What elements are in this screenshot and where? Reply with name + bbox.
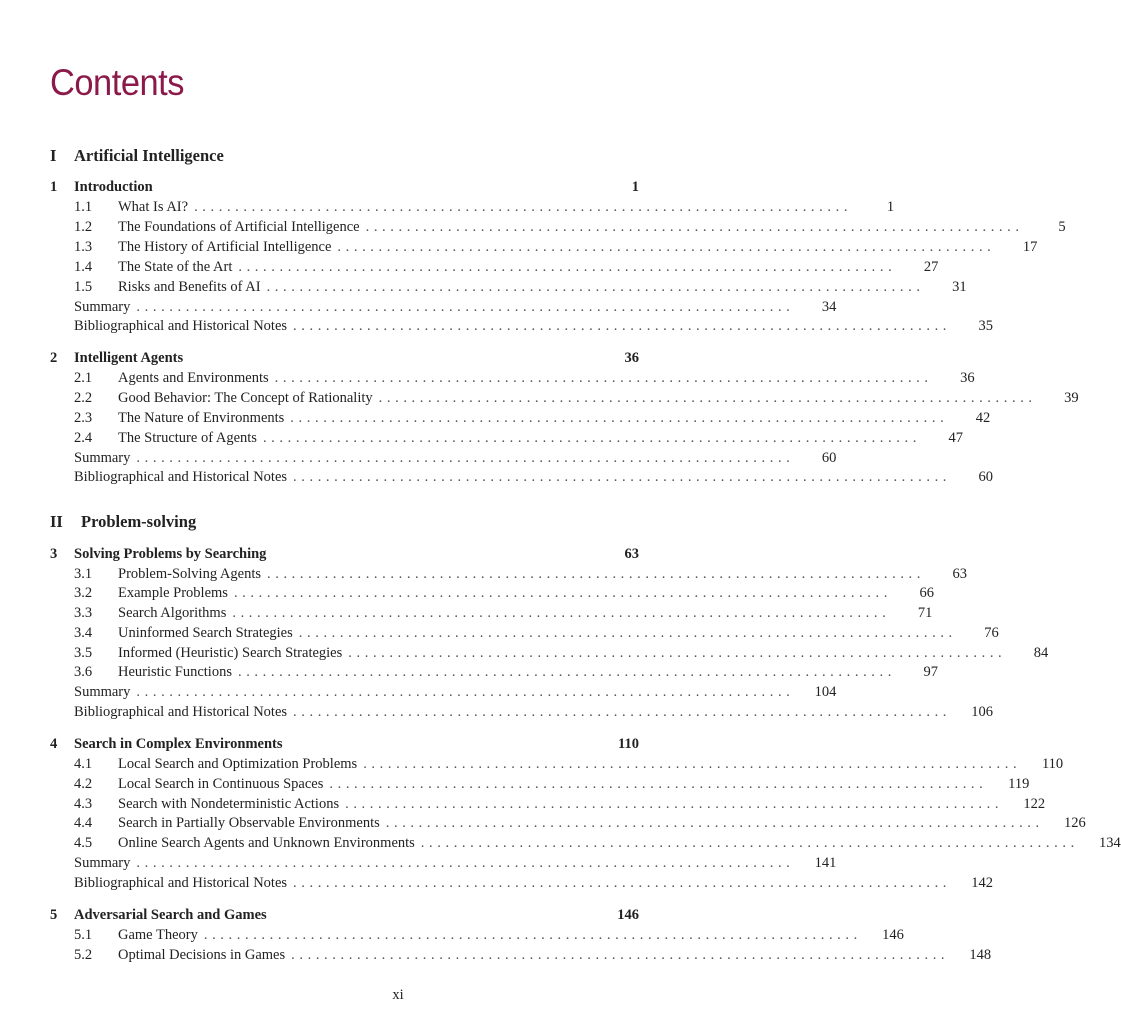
section-number: 1.5 — [74, 279, 93, 295]
section-title: Search Algorithms — [118, 605, 227, 621]
section-title: The Nature of Environments — [118, 410, 285, 426]
section-page: 36 — [960, 370, 975, 386]
section-entry[interactable] — [74, 430, 963, 450]
section-page: 5 — [1058, 219, 1066, 235]
section-page: 134 — [1099, 835, 1121, 851]
section-entry[interactable] — [74, 239, 1038, 259]
section-title: Good Behavior: The Concept of Rationality — [118, 390, 373, 406]
section-title: Uninformed Search Strategies — [118, 625, 293, 641]
notes-entry[interactable] — [74, 469, 994, 489]
section-entry[interactable] — [74, 566, 967, 586]
leader-dots: ................................................................................ — [203, 927, 862, 943]
leader-dots: ................................................................................ — [385, 815, 1044, 831]
leader-dots: ................................................................................ — [136, 684, 795, 700]
section-number: 4.3 — [74, 796, 93, 812]
section-number: 2.4 — [74, 430, 93, 446]
section-page: 84 — [1033, 645, 1049, 661]
section-entry[interactable] — [74, 279, 967, 299]
section-number: 4.1 — [74, 756, 93, 772]
section-title: Bibliographical and Historical Notes — [74, 704, 288, 720]
part-heading — [50, 512, 196, 532]
section-entry[interactable] — [74, 664, 938, 684]
section-title: The Structure of Agents — [118, 430, 257, 446]
leader-dots: ................................................................................ — [293, 318, 952, 334]
section-page: 146 — [882, 927, 904, 943]
part-heading — [50, 146, 224, 166]
section-entry[interactable] — [74, 410, 991, 430]
chapter-number: 2 — [50, 350, 58, 366]
section-number: 2.3 — [74, 410, 93, 426]
section-title: Optimal Decisions in Games — [118, 947, 286, 963]
section-title: The History of Artificial Intelligence — [118, 239, 332, 255]
section-page: 106 — [971, 704, 994, 720]
leader-dots: ................................................................................ — [291, 947, 950, 963]
leader-dots: ................................................................................ — [365, 219, 1024, 235]
section-page: 66 — [919, 585, 934, 601]
leader-dots: ................................................................................ — [293, 875, 952, 891]
section-page: 126 — [1064, 815, 1086, 831]
section-page: 17 — [1022, 239, 1038, 255]
summary-entry[interactable] — [74, 855, 837, 875]
chapter-title: Search in Complex Environments — [74, 736, 283, 752]
section-page: 71 — [917, 605, 933, 621]
chapter-number: 3 — [50, 546, 58, 562]
section-entry[interactable] — [74, 927, 904, 947]
section-title: Bibliographical and Historical Notes — [74, 469, 288, 485]
chapter-page: 1 — [631, 179, 639, 195]
leader-dots: ................................................................................ — [290, 410, 949, 426]
leader-dots: ................................................................................ — [136, 450, 795, 466]
section-number: 4.5 — [74, 835, 93, 851]
chapter-page: 63 — [624, 546, 639, 562]
section-title: The State of the Art — [118, 259, 233, 275]
section-page: 76 — [984, 625, 999, 641]
summary-entry[interactable] — [74, 450, 837, 470]
part-number: II — [50, 512, 63, 531]
section-number: 2.1 — [74, 370, 93, 386]
leader-dots: ................................................................................ — [262, 430, 921, 446]
part-title: Problem-solving — [81, 512, 197, 531]
section-title: What Is AI? — [118, 199, 189, 215]
chapter-entry[interactable] — [50, 350, 639, 370]
section-number: 4.2 — [74, 776, 93, 792]
chapter-page: 36 — [624, 350, 639, 366]
leader-dots: ................................................................................ — [232, 605, 891, 621]
chapter-title: Intelligent Agents — [74, 350, 184, 366]
section-entry[interactable] — [74, 756, 1064, 776]
leader-dots: ................................................................................ — [238, 259, 897, 275]
section-page: 42 — [975, 410, 991, 426]
section-entry[interactable] — [74, 605, 933, 625]
leader-dots: ................................................................................ — [194, 199, 853, 215]
chapter-number: 1 — [50, 179, 58, 195]
leader-dots: ................................................................................ — [233, 585, 892, 601]
leader-dots: ................................................................................ — [266, 279, 925, 295]
section-number: 5.1 — [74, 927, 93, 943]
notes-entry[interactable] — [74, 318, 994, 338]
section-page: 31 — [952, 279, 967, 295]
section-title: Summary — [74, 684, 131, 700]
section-page: 142 — [971, 875, 994, 891]
section-page: 97 — [923, 664, 938, 680]
chapter-title: Solving Problems by Searching — [74, 546, 267, 562]
leader-dots: ................................................................................ — [298, 625, 957, 641]
section-number: 1.3 — [74, 239, 93, 255]
section-number: 3.1 — [74, 566, 93, 582]
section-number: 2.2 — [74, 390, 93, 406]
section-title: Summary — [74, 855, 131, 871]
section-entry[interactable] — [74, 585, 934, 605]
summary-entry[interactable] — [74, 299, 837, 319]
section-entry[interactable] — [74, 199, 895, 219]
section-page: 35 — [978, 318, 994, 334]
page-title: Contents — [50, 62, 185, 103]
section-number: 3.6 — [74, 664, 93, 680]
section-entry[interactable] — [74, 815, 1086, 835]
page-number: xi — [392, 987, 404, 1003]
chapter-number: 4 — [50, 736, 58, 752]
section-title: Agents and Environments — [118, 370, 269, 386]
section-title: The Foundations of Artificial Intelligence — [118, 219, 360, 235]
section-title: Game Theory — [118, 927, 198, 943]
section-page: 104 — [814, 684, 837, 700]
section-title: Problem-Solving Agents — [118, 566, 261, 582]
section-page: 1 — [886, 199, 895, 215]
section-title: Heuristic Functions — [118, 664, 232, 680]
section-title: Summary — [74, 299, 131, 315]
leader-dots: ................................................................................ — [345, 796, 1004, 812]
section-title: Summary — [74, 450, 131, 466]
chapter-page: 146 — [617, 907, 639, 923]
leader-dots: ................................................................................ — [293, 469, 952, 485]
chapter-page: 110 — [618, 736, 639, 752]
section-page: 47 — [948, 430, 963, 446]
section-page: 141 — [814, 855, 837, 871]
leader-dots: ................................................................................ — [136, 855, 795, 871]
section-page: 63 — [952, 566, 967, 582]
section-entry[interactable] — [74, 625, 999, 645]
section-page: 27 — [923, 259, 939, 275]
leader-dots: ................................................................................ — [420, 835, 1079, 851]
leader-dots: ................................................................................ — [136, 299, 795, 315]
section-number: 1.4 — [74, 259, 93, 275]
section-number: 1.2 — [74, 219, 93, 235]
section-title: Example Problems — [118, 585, 228, 601]
chapter-entry[interactable] — [50, 179, 639, 199]
section-title: Risks and Benefits of AI — [118, 279, 261, 295]
section-entry[interactable] — [74, 370, 975, 390]
section-page: 60 — [821, 450, 837, 466]
section-page: 122 — [1023, 796, 1046, 812]
section-entry[interactable] — [74, 835, 1121, 855]
section-page: 110 — [1041, 756, 1064, 772]
section-title: Bibliographical and Historical Notes — [74, 318, 288, 334]
chapter-number: 5 — [50, 907, 58, 923]
leader-dots: ................................................................................ — [274, 370, 933, 386]
notes-entry[interactable] — [74, 875, 994, 895]
leader-dots: ................................................................................ — [267, 566, 925, 582]
notes-entry[interactable] — [74, 704, 994, 724]
section-page: 34 — [821, 299, 837, 315]
section-entry[interactable] — [74, 776, 1030, 796]
section-page: 39 — [1064, 390, 1079, 406]
section-number: 3.5 — [74, 645, 93, 661]
section-number: 4.4 — [74, 815, 93, 831]
section-number: 1.1 — [74, 199, 93, 215]
chapter-title: Adversarial Search and Games — [74, 907, 267, 923]
section-title: Local Search in Continuous Spaces — [118, 776, 324, 792]
section-page: 148 — [969, 947, 992, 963]
leader-dots: ................................................................................ — [237, 664, 896, 680]
section-entry[interactable] — [74, 947, 992, 967]
section-title: Search in Partially Observable Environments — [118, 815, 380, 831]
leader-dots: ................................................................................ — [378, 390, 1037, 406]
section-entry[interactable] — [74, 219, 1066, 239]
summary-entry[interactable] — [74, 684, 837, 704]
section-title: Local Search and Optimization Problems — [118, 756, 358, 772]
section-title: Informed (Heuristic) Search Strategies — [118, 645, 343, 661]
section-number: 3.2 — [74, 585, 93, 601]
part-number: I — [50, 146, 57, 165]
section-entry[interactable] — [74, 390, 1079, 410]
chapter-title: Introduction — [74, 179, 153, 195]
section-number: 3.3 — [74, 605, 93, 621]
section-number: 3.4 — [74, 625, 93, 641]
section-page: 119 — [1008, 776, 1030, 792]
chapter-entry[interactable] — [50, 907, 639, 927]
leader-dots: ................................................................................ — [329, 776, 988, 792]
section-title: Search with Nondeterministic Actions — [118, 796, 340, 812]
leader-dots: ................................................................................ — [363, 756, 1022, 772]
part-title: Artificial Intelligence — [74, 146, 224, 165]
leader-dots: ................................................................................ — [337, 239, 996, 255]
section-title: Online Search Agents and Unknown Environments — [118, 835, 415, 851]
section-page: 60 — [978, 469, 994, 485]
section-entry[interactable] — [74, 259, 939, 279]
section-number: 5.2 — [74, 947, 93, 963]
chapter-entry[interactable] — [50, 736, 639, 756]
chapter-entry[interactable] — [50, 546, 639, 566]
section-entry[interactable] — [74, 796, 1046, 816]
leader-dots: ................................................................................ — [348, 645, 1007, 661]
leader-dots: ................................................................................ — [293, 704, 952, 720]
section-title: Bibliographical and Historical Notes — [74, 875, 288, 891]
section-entry[interactable] — [74, 645, 1049, 665]
